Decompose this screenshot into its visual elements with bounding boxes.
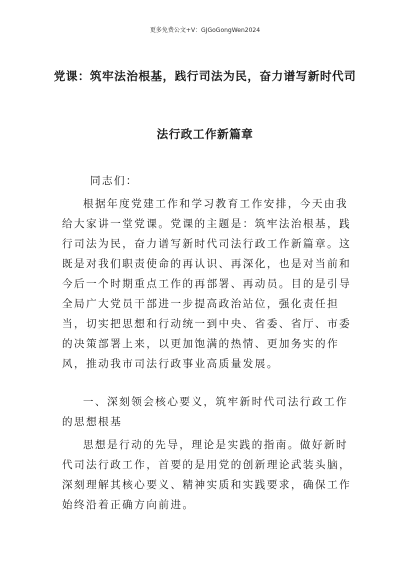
document-title-line-2: 法行政工作新篇章	[156, 127, 254, 141]
greeting: 同志们：	[90, 175, 138, 187]
paragraph-text: 思想是行动的先导，理论是实践的指南。做好新时代司法行政工作，首要的是用党的创新理论武装头脑，深刻理解其核心要义、精神实质和实践要求，确保工作始终沿着正确方向前进。	[62, 439, 352, 511]
body-paragraph	[62, 194, 352, 374]
section-heading	[62, 392, 352, 432]
section-heading-text: 一、深刻领会核心要义，筑牢新时代司法行政工作的思想根基	[62, 396, 349, 428]
body-paragraph	[62, 435, 352, 515]
document-title-line-1: 党课：筑牢法治根基，践行司法为民，奋力谱写新时代司	[53, 69, 357, 83]
header-note: 更多免费公文+V：GJGoGongWen2024	[149, 27, 261, 34]
paragraph-text: 根据年度党建工作和学习教育工作安排，今天由我给大家讲一堂党课。党课的主题是：筑牢法治根基，践行司法为民，奋力谱写新时代司法行政工作新篇章。这既是对我们职责使命的再认识、再深化，也是对当前和今后一个时期重点工作的再部署、再动员。目的是引导全局广大党员干部进一步提高政治站位，强化责任担当，切实把思想和行动统一到中央、省委、省厅、市委的决策部署上来，以更加饱满的热情、更加务实的作风，推动我市司法行政事业高质量发展。	[62, 198, 352, 370]
